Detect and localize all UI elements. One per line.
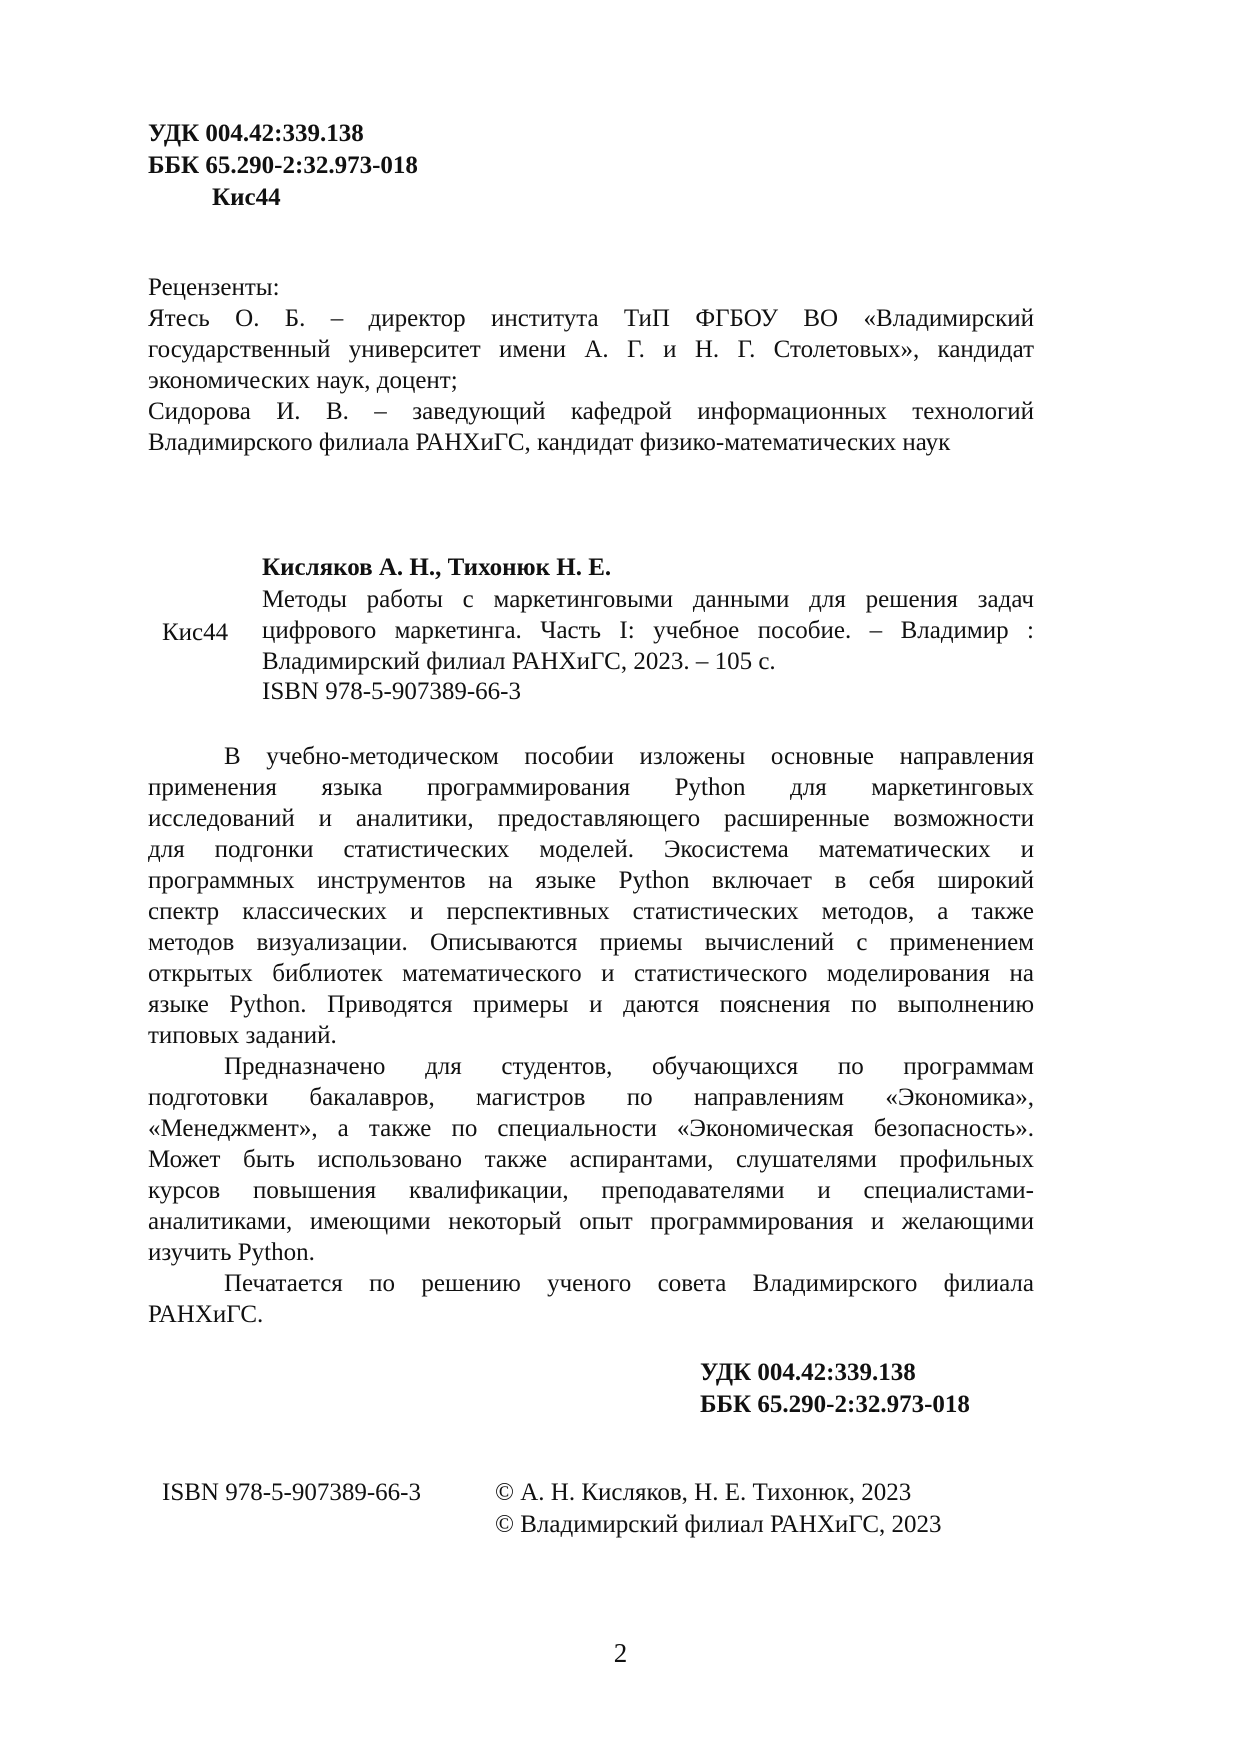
classification-codes-bottom — [700, 1357, 970, 1421]
page-number: 2 — [613, 1638, 628, 1668]
biblio-authors: Кисляков А. Н., Тихонюк Н. Е. — [262, 554, 612, 581]
udk-code: УДК 004.42:339.138 — [148, 120, 364, 147]
abstract-line: методов визуализации. Описываются приемы вычислений с применением — [148, 929, 1034, 956]
udk-code-bottom: УДК 004.42:339.138 — [700, 1359, 916, 1386]
copyright-authors: © А. Н. Кисляков, Н. Е. Тихонюк, 2023 — [495, 1479, 912, 1506]
abstract-line: открытых библиотек математического и статистического моделирования на — [148, 960, 1034, 987]
abstract-line: В учебно-методическом пособии изложены основные направления — [224, 743, 1034, 770]
copyright-publisher: © Владимирский филиал РАНХиГС, 2023 — [495, 1511, 942, 1538]
abstract-line: применения языка программирования Python для маркетинговых — [148, 774, 1034, 801]
abstract-line: изучить Python. — [148, 1239, 315, 1266]
reviewer-line: Сидорова И. В. – заведующий кафедрой информационных технологий — [148, 398, 1034, 425]
biblio-line: Методы работы с маркетинговыми данными для решения задач — [262, 585, 1034, 613]
abstract-line: подготовки бакалавров, магистров по направлениям «Экономика», — [148, 1084, 1034, 1111]
reviewer-line: государственный университет имени А. Г. и Н. Г. Столетовых», кандидат — [148, 336, 1034, 363]
reviewers-title: Рецензенты: — [148, 274, 280, 301]
abstract-line: спектр классических и перспективных статистических методов, а также — [148, 898, 1034, 925]
abstract-line: программных инструментов на языке Python включает в себя широкий — [148, 867, 1034, 894]
abstract-line: курсов повышения квалификации, преподавателями и специалистами- — [148, 1177, 1034, 1204]
abstract-line: типовых заданий. — [148, 1022, 337, 1049]
classification-codes-top — [148, 118, 418, 214]
reviewer-line: Ятесь О. Б. – директор института ТиП ФГБОУ ВО «Владимирский — [148, 305, 1034, 332]
isbn-bottom: ISBN 978-5-907389-66-3 — [162, 1479, 422, 1506]
abstract-line: «Менеджмент», а также по специальности «Экономическая безопасность». — [148, 1115, 1034, 1142]
copyright-block — [495, 1477, 942, 1541]
biblio-line: Владимирский филиал РАНХиГС, 2023. – 105 с. — [262, 647, 776, 675]
bbk-code: ББК 65.290-2:32.973-018 — [148, 152, 418, 179]
abstract-line: Предназначено для студентов, обучающихся по программам — [224, 1053, 1034, 1080]
abstract — [148, 741, 1034, 1330]
reviewer-line: экономических наук, доцент; — [148, 367, 458, 394]
author-mark: Кис44 — [212, 184, 281, 211]
bibliographic-record — [262, 553, 1034, 707]
abstract-line: аналитиками, имеющими некоторый опыт программирования и желающими — [148, 1208, 1034, 1235]
abstract-line: РАНХиГС. — [148, 1301, 264, 1328]
biblio-isbn: ISBN 978-5-907389-66-3 — [262, 677, 522, 705]
biblio-author-mark: Кис44 — [162, 619, 229, 646]
abstract-line: исследований и аналитики, предоставляющего расширенные возможности — [148, 805, 1034, 832]
abstract-line: для подгонки статистических моделей. Экосистема математических и — [148, 836, 1034, 863]
reviewers-section — [148, 272, 1034, 458]
biblio-line: цифрового маркетинга. Часть I: учебное пособие. – Владимир : — [262, 616, 1034, 644]
abstract-line: Может быть использовано также аспирантами, слушателями профильных — [148, 1146, 1034, 1173]
abstract-line: языке Python. Приводятся примеры и даются пояснения по выполнению — [148, 991, 1034, 1018]
bbk-code-bottom: ББК 65.290-2:32.973-018 — [700, 1391, 970, 1418]
reviewer-line: Владимирского филиала РАНХиГС, кандидат физико-математических наук — [148, 429, 951, 456]
abstract-line: Печатается по решению ученого совета Владимирского филиала — [224, 1270, 1034, 1297]
